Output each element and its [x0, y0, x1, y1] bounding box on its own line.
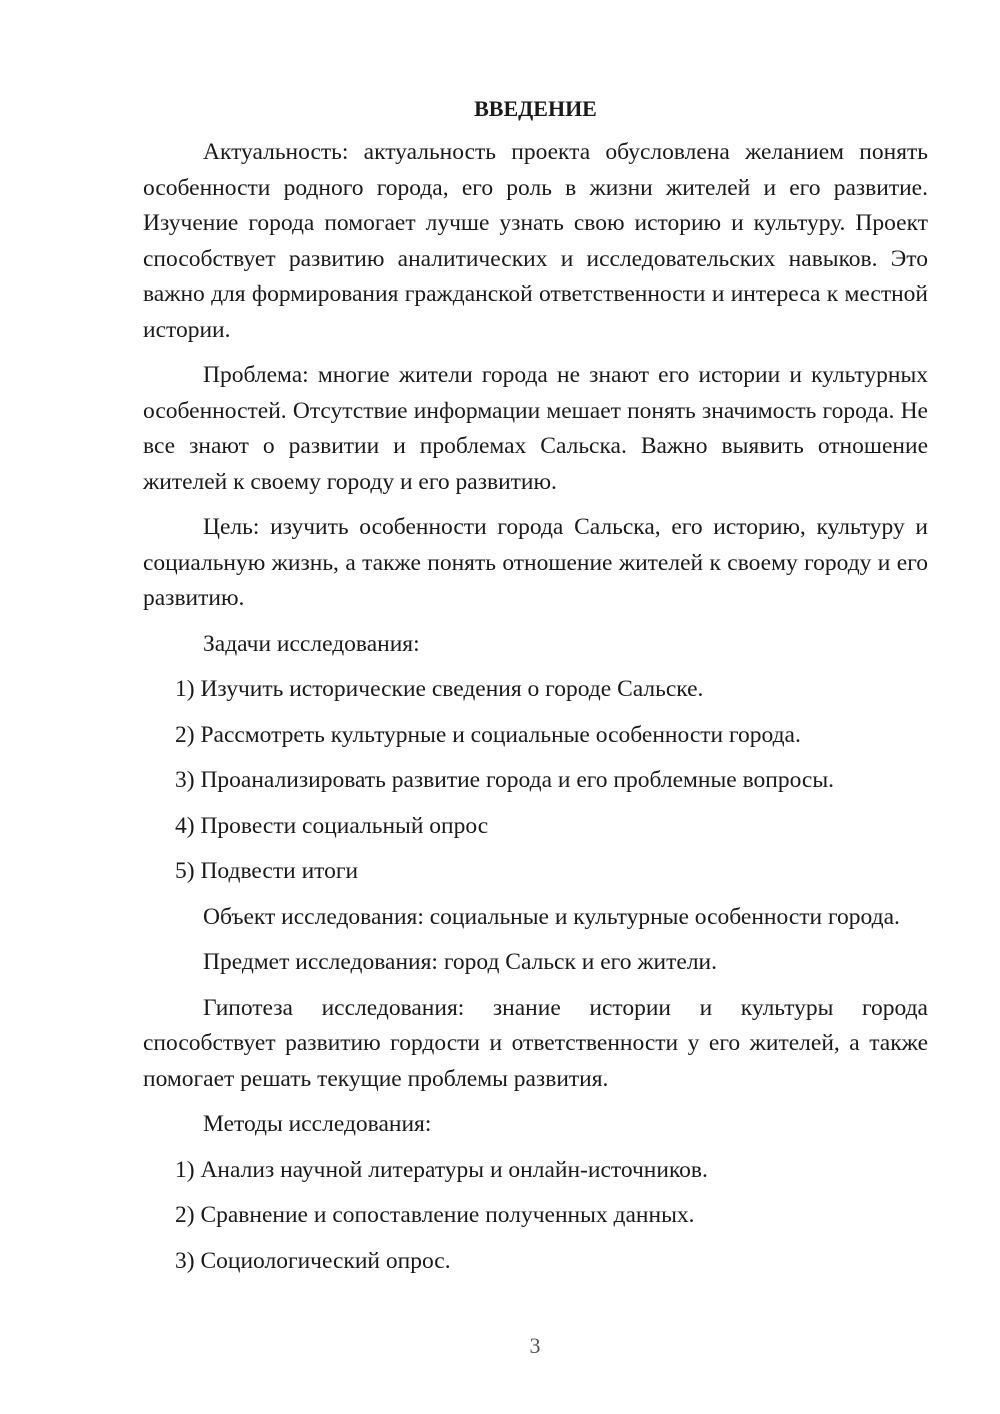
page-title: ВВЕДЕНИЕ: [474, 96, 597, 121]
goal-paragraph: Цель: изучить особенности города Сальска, его историю, культуру и социальную жизнь, а также понять отношение жителей к своему городу и его развитию.: [143, 514, 928, 611]
list-item: 2) Рассмотреть культурные и социальные особенности города.: [175, 721, 801, 748]
hypothesis-paragraph: Гипотеза исследования: знание истории и культуры города способствует развитию гордости и ответственности у его жителей, а также помогает решать текущие проблемы развития.: [143, 994, 928, 1092]
list-item: 2) Сравнение и сопоставление полученных данных.: [175, 1202, 695, 1228]
methods-heading: Методы исследования:: [203, 1111, 432, 1137]
subject-paragraph: Предмет исследования: город Сальск и его жители.: [203, 949, 718, 975]
relevance-paragraph: Актуальность: актуальность проекта обусловлена желанием понять особенности родного города, его роль в жизни жителей и его развитие. Изучение города помогает лучше узнать свою историю и культуру. Проект способствует развитию аналитических и исследовательских навыков. Это важно для формирования гражданской ответственности и интереса к местной истории.: [143, 139, 928, 343]
object-paragraph: Объект исследования: социальные и культурные особенности города.: [203, 903, 900, 930]
page-number: 3: [529, 1333, 541, 1358]
list-item: 4) Провести социальный опрос: [175, 812, 489, 839]
problem-paragraph: Проблема: многие жители города не знают его истории и культурных особенностей. Отсутствие информации мешает понять значимость города. Не все знают о развитии и проблемах Сальска. Важно выявить отношение жителей к своему городу и его развитию.: [143, 362, 928, 495]
tasks-heading: Задачи исследования:: [203, 630, 420, 657]
list-item: 3) Социологический опрос.: [175, 1247, 451, 1274]
list-item: 3) Проанализировать развитие города и его проблемные вопросы.: [175, 767, 835, 793]
list-item: 1) Анализ научной литературы и онлайн-источников.: [175, 1156, 708, 1183]
list-item: 5) Подвести итоги: [175, 858, 359, 884]
list-item: 1) Изучить исторические сведения о городе Сальске.: [175, 676, 704, 702]
document-page: [143, 92, 928, 1289]
